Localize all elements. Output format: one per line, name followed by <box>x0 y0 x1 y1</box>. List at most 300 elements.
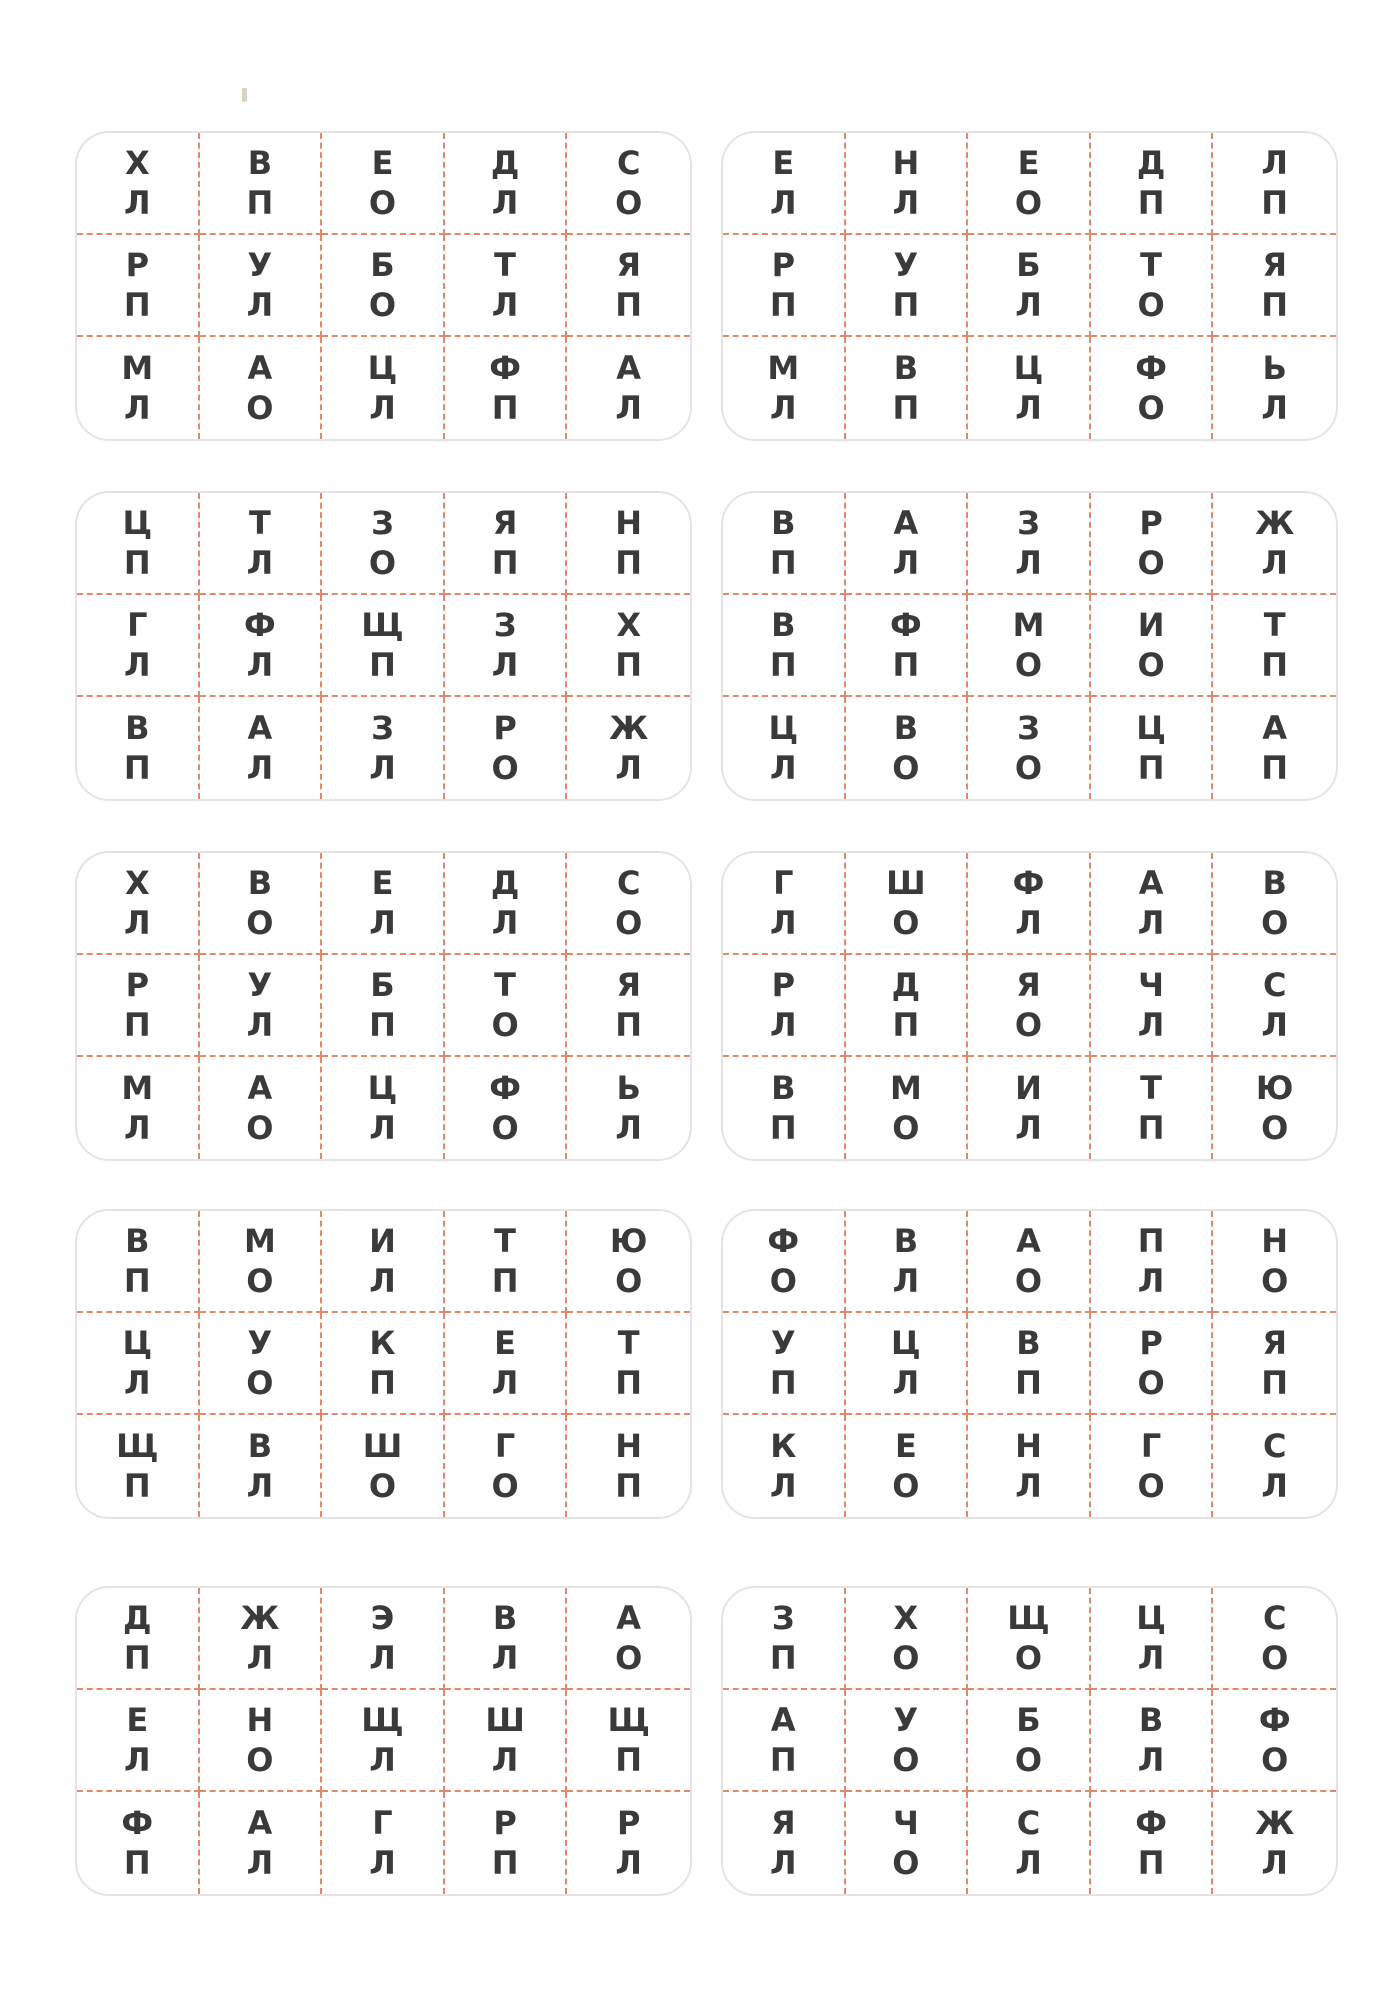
letter-card <box>75 131 692 441</box>
letter-cell <box>322 1211 445 1313</box>
cell-letter: Е <box>772 144 795 182</box>
cell-letter: Я <box>1262 1324 1287 1362</box>
letter-cell <box>968 955 1091 1057</box>
cell-letter: Е <box>126 1701 149 1739</box>
cell-marker: П <box>769 544 797 582</box>
cell-marker: О <box>491 1109 519 1147</box>
cell-letter: Т <box>494 966 516 1004</box>
letter-cell <box>77 697 200 799</box>
letter-cell <box>968 337 1091 439</box>
cell-letter: Р <box>125 966 150 1004</box>
letter-cell <box>77 337 200 439</box>
cell-marker: П <box>892 1006 920 1044</box>
cell-letter: П <box>1137 1222 1165 1260</box>
cell-letter: Д <box>490 864 520 902</box>
cell-letter: Э <box>370 1599 395 1637</box>
cell-letter: Ц <box>768 709 799 747</box>
cell-letter: Ф <box>767 1222 800 1260</box>
cell-marker: О <box>246 389 274 427</box>
cell-marker: О <box>1137 544 1165 582</box>
cell-letter: В <box>893 709 919 747</box>
letter-cell <box>445 1057 568 1159</box>
cell-marker: П <box>123 544 151 582</box>
cell-marker: Л <box>1015 904 1042 942</box>
cell-letter: Я <box>770 1804 796 1842</box>
cell-marker: О <box>491 1006 519 1044</box>
cell-marker: Л <box>1137 1639 1165 1677</box>
cell-marker: П <box>491 1844 519 1882</box>
letter-cell <box>77 1588 200 1690</box>
cell-marker: Л <box>615 389 642 427</box>
cell-letter: Д <box>123 1599 152 1637</box>
cell-marker: Л <box>491 1364 519 1402</box>
cell-letter: Е <box>371 864 394 902</box>
letter-cell <box>846 697 969 799</box>
letter-cell <box>723 235 846 337</box>
letter-cell <box>322 1415 445 1517</box>
cell-marker: О <box>246 1109 274 1147</box>
letter-cell <box>567 235 690 337</box>
cell-marker: О <box>1261 904 1289 942</box>
cell-marker: Л <box>124 184 151 222</box>
cell-letter: Ю <box>1255 1069 1294 1107</box>
cell-letter: Г <box>773 864 794 902</box>
cell-marker: Л <box>892 1364 920 1402</box>
letter-cell <box>968 133 1091 235</box>
cell-letter: А <box>247 349 273 387</box>
letter-cell <box>322 337 445 439</box>
letter-cell <box>445 1690 568 1792</box>
cell-letter: Щ <box>361 606 404 644</box>
cell-letter: М <box>767 349 800 387</box>
letter-cell <box>77 1690 200 1792</box>
letter-cell <box>445 337 568 439</box>
cell-marker: О <box>615 904 643 942</box>
cell-letter: С <box>1016 1804 1041 1842</box>
letter-cell <box>968 235 1091 337</box>
cell-letter: Ш <box>485 1701 525 1739</box>
cell-letter: Т <box>494 1222 516 1260</box>
cell-marker: Л <box>369 389 396 427</box>
cell-letter: Щ <box>116 1427 159 1465</box>
cell-marker: П <box>123 749 151 787</box>
cell-marker: О <box>246 904 274 942</box>
cell-letter: Ф <box>890 606 922 644</box>
cell-marker: П <box>615 646 643 684</box>
cell-letter: А <box>1138 864 1164 902</box>
letter-cell <box>968 1057 1091 1159</box>
cell-letter: Ц <box>1013 349 1044 387</box>
cell-letter: Т <box>1263 606 1286 644</box>
cell-letter: Х <box>616 606 642 644</box>
cell-marker: О <box>1137 1467 1165 1505</box>
cell-letter: Т <box>248 504 271 542</box>
cell-letter: В <box>247 864 273 902</box>
cell-marker: П <box>615 286 643 324</box>
letter-cell <box>1213 853 1336 955</box>
cell-letter: В <box>492 1599 518 1637</box>
letter-cell <box>968 493 1091 595</box>
letter-cell <box>567 1792 690 1894</box>
letter-cell <box>1091 697 1214 799</box>
cell-letter: Щ <box>361 1701 404 1739</box>
letter-cell <box>846 235 969 337</box>
cell-letter: Щ <box>607 1701 650 1739</box>
cell-letter: К <box>369 1324 396 1362</box>
letter-cell <box>567 1057 690 1159</box>
letter-cell <box>77 1211 200 1313</box>
cell-marker: Л <box>1015 544 1042 582</box>
letter-cell <box>322 955 445 1057</box>
letter-card <box>75 851 692 1161</box>
cell-marker: Л <box>124 1109 151 1147</box>
cell-letter: Я <box>616 966 641 1004</box>
cell-marker: П <box>1261 184 1289 222</box>
letter-cell <box>322 493 445 595</box>
cell-marker: О <box>246 1364 274 1402</box>
cell-letter: У <box>893 246 919 284</box>
cell-letter: В <box>125 1222 150 1260</box>
cell-letter: Т <box>494 246 516 284</box>
cell-letter: Б <box>370 966 395 1004</box>
cell-marker: П <box>1015 1364 1042 1402</box>
cell-marker: Л <box>615 1109 642 1147</box>
cell-marker: Л <box>369 1109 396 1147</box>
letter-cell <box>1213 1690 1336 1792</box>
cell-marker: П <box>1137 1109 1165 1147</box>
letter-cell <box>77 1313 200 1415</box>
cell-marker: П <box>369 646 396 684</box>
letter-cell <box>200 1690 323 1792</box>
cell-marker: Л <box>1261 544 1288 582</box>
letter-card <box>721 491 1338 801</box>
cell-letter: Д <box>891 966 921 1004</box>
letter-cell <box>723 133 846 235</box>
cell-letter: А <box>770 1701 796 1739</box>
letter-cell <box>200 1588 323 1690</box>
cell-letter: Е <box>894 1427 917 1465</box>
letter-cell <box>1213 1057 1336 1159</box>
cell-marker: Л <box>369 1844 396 1882</box>
letter-card <box>721 131 1338 441</box>
cell-marker: Л <box>369 1741 396 1779</box>
cell-marker: П <box>892 646 920 684</box>
cell-marker: П <box>1261 749 1289 787</box>
letter-cell <box>77 1792 200 1894</box>
cell-letter: Х <box>124 864 150 902</box>
cell-marker: П <box>615 1364 643 1402</box>
cell-marker: Л <box>1137 1006 1165 1044</box>
cell-marker: Л <box>491 1639 519 1677</box>
cell-letter: Д <box>1136 144 1166 182</box>
letter-cell <box>200 1313 323 1415</box>
cell-letter: Е <box>1017 144 1040 182</box>
cell-marker: Л <box>892 184 920 222</box>
letter-cell <box>846 1792 969 1894</box>
cell-letter: В <box>771 1069 796 1107</box>
letter-cell <box>1213 1415 1336 1517</box>
cell-letter: Ж <box>1255 504 1295 542</box>
cell-letter: Х <box>124 144 150 182</box>
letter-cell <box>322 1588 445 1690</box>
cell-marker: О <box>1261 1262 1289 1300</box>
cell-marker: О <box>1014 1639 1043 1677</box>
letter-cell <box>567 1588 690 1690</box>
cell-marker: Л <box>770 389 797 427</box>
cell-letter: В <box>247 1427 273 1465</box>
letter-cell <box>968 1313 1091 1415</box>
cell-letter: Л <box>1261 144 1288 182</box>
cell-marker: П <box>491 1262 519 1300</box>
letter-card <box>75 1209 692 1519</box>
cell-letter: Я <box>492 504 518 542</box>
paper-speck <box>242 88 247 102</box>
cell-letter: М <box>243 1222 276 1260</box>
letter-cell <box>1091 955 1214 1057</box>
cell-marker: Л <box>246 1639 274 1677</box>
cell-marker: П <box>1137 184 1165 222</box>
cell-marker: П <box>769 1741 797 1779</box>
letter-cell <box>77 595 200 697</box>
cell-letter: Ж <box>240 1599 280 1637</box>
letter-cell <box>723 1057 846 1159</box>
letter-cell <box>1091 595 1214 697</box>
cell-marker: О <box>615 1262 643 1300</box>
cell-letter: Р <box>1139 504 1163 542</box>
cell-marker: Л <box>1261 1467 1288 1505</box>
cell-marker: П <box>615 544 643 582</box>
letter-cell <box>846 133 969 235</box>
cell-marker: О <box>1137 389 1165 427</box>
cell-marker: П <box>769 1109 797 1147</box>
letter-cell <box>846 1211 969 1313</box>
cell-marker: Л <box>770 1467 797 1505</box>
cell-marker: Л <box>246 1467 274 1505</box>
cell-letter: А <box>893 504 919 542</box>
letter-card <box>75 1586 692 1896</box>
letter-cell <box>200 697 323 799</box>
letter-cell <box>322 133 445 235</box>
letter-cell <box>1091 1211 1214 1313</box>
cell-letter: Ф <box>1135 349 1167 387</box>
cell-letter: В <box>1262 864 1287 902</box>
letter-card <box>75 491 692 801</box>
cell-letter: А <box>616 349 642 387</box>
cell-marker: О <box>892 1467 920 1505</box>
cell-marker: О <box>1014 1006 1043 1044</box>
cell-letter: У <box>770 1324 796 1362</box>
cell-marker: О <box>1137 286 1165 324</box>
cell-letter: В <box>771 504 796 542</box>
cell-letter: В <box>247 144 273 182</box>
cell-letter: З <box>371 709 394 747</box>
cell-marker: П <box>369 1006 396 1044</box>
letter-cell <box>77 1057 200 1159</box>
cell-letter: У <box>247 1324 273 1362</box>
cell-marker: О <box>892 749 920 787</box>
letter-cell <box>1091 1588 1214 1690</box>
cell-marker: Л <box>1015 1844 1042 1882</box>
letter-cell <box>1213 337 1336 439</box>
cell-letter: Т <box>1140 1069 1162 1107</box>
cell-letter: В <box>1016 1324 1041 1362</box>
cell-marker: О <box>246 1741 274 1779</box>
letter-cell <box>723 1792 846 1894</box>
letter-cell <box>723 1690 846 1792</box>
cell-marker: П <box>769 1364 797 1402</box>
letter-cell <box>200 1792 323 1894</box>
cell-marker: П <box>1261 646 1289 684</box>
letter-cell <box>1091 235 1214 337</box>
cell-letter: Н <box>1015 1427 1042 1465</box>
letter-cell <box>445 493 568 595</box>
letter-cell <box>1091 853 1214 955</box>
cell-marker: Л <box>246 646 274 684</box>
cell-letter: Р <box>771 966 796 1004</box>
cell-marker: П <box>123 1467 151 1505</box>
letter-cell <box>1091 1057 1214 1159</box>
letter-card <box>721 1209 1338 1519</box>
cell-letter: Ц <box>122 504 153 542</box>
cell-marker: П <box>123 1262 151 1300</box>
cell-marker: О <box>892 1109 920 1147</box>
cell-letter: У <box>247 966 273 1004</box>
cell-letter: Ф <box>244 606 276 644</box>
letter-cell <box>1213 595 1336 697</box>
letter-cell <box>322 1057 445 1159</box>
cell-marker: Л <box>491 286 519 324</box>
cell-marker: П <box>769 286 797 324</box>
cell-letter: Ц <box>122 1324 153 1362</box>
cell-marker: Л <box>770 749 797 787</box>
letter-cell <box>1213 133 1336 235</box>
letter-cell <box>1213 1313 1336 1415</box>
cell-marker: Л <box>491 184 519 222</box>
cell-letter: Н <box>246 1701 274 1739</box>
cell-marker: Л <box>124 1741 151 1779</box>
cell-letter: Я <box>1262 246 1287 284</box>
letter-cell <box>322 697 445 799</box>
cell-marker: О <box>1014 646 1043 684</box>
letter-cell <box>1213 697 1336 799</box>
cell-marker: Л <box>1261 389 1288 427</box>
cell-letter: Ц <box>1136 1599 1166 1637</box>
cell-marker: О <box>1261 1741 1289 1779</box>
cell-marker: О <box>491 1467 519 1505</box>
cell-marker: О <box>1137 646 1165 684</box>
letter-cell <box>723 1415 846 1517</box>
letter-cell <box>200 235 323 337</box>
cell-letter: А <box>616 1599 642 1637</box>
cell-marker: Л <box>615 749 642 787</box>
letter-cell <box>567 493 690 595</box>
cell-letter: Г <box>494 1427 516 1465</box>
letter-cell <box>723 1211 846 1313</box>
letter-cell <box>846 1313 969 1415</box>
letter-cell <box>968 1690 1091 1792</box>
cell-marker: О <box>769 1262 797 1300</box>
cell-letter: Н <box>1261 1222 1289 1260</box>
letter-cell <box>445 697 568 799</box>
cell-letter: Ф <box>489 349 521 387</box>
letter-cell <box>723 853 846 955</box>
cell-letter: Г <box>1140 1427 1162 1465</box>
cell-letter: Ш <box>362 1427 403 1465</box>
cell-marker: П <box>1261 286 1289 324</box>
letter-cell <box>723 1313 846 1415</box>
letter-cell <box>846 1588 969 1690</box>
letter-cell <box>322 1690 445 1792</box>
letter-cell <box>200 853 323 955</box>
letter-cell <box>567 595 690 697</box>
letter-cell <box>1091 493 1214 595</box>
letter-cell <box>968 853 1091 955</box>
cell-marker: Л <box>369 749 396 787</box>
cell-marker: П <box>491 544 519 582</box>
cell-marker: Л <box>491 646 519 684</box>
cell-letter: Ц <box>367 1069 398 1107</box>
letter-cell <box>723 1588 846 1690</box>
cell-letter: Б <box>1016 1701 1041 1739</box>
cell-letter: Б <box>370 246 395 284</box>
cell-marker: Л <box>491 904 519 942</box>
letter-cell <box>1091 1792 1214 1894</box>
cell-letter: Н <box>615 1427 643 1465</box>
cell-marker: Л <box>369 1262 396 1300</box>
letter-cell <box>77 853 200 955</box>
letter-card <box>721 1586 1338 1896</box>
letter-cell <box>1213 1792 1336 1894</box>
cell-marker: Л <box>1261 1006 1288 1044</box>
cell-letter: М <box>121 1069 154 1107</box>
letter-cell <box>846 853 969 955</box>
cell-marker: П <box>123 1844 151 1882</box>
cell-letter: Б <box>1016 246 1041 284</box>
letter-cell <box>1213 235 1336 337</box>
letter-cell <box>445 1313 568 1415</box>
cell-marker: П <box>123 286 151 324</box>
letter-cell <box>968 1792 1091 1894</box>
cell-letter: И <box>1137 606 1165 644</box>
cell-marker: О <box>1261 1639 1289 1677</box>
cell-marker: О <box>491 749 519 787</box>
letter-cell <box>322 1792 445 1894</box>
cell-marker: Л <box>770 184 797 222</box>
cell-marker: О <box>368 286 397 324</box>
letter-cell <box>77 955 200 1057</box>
letter-cell <box>445 1415 568 1517</box>
letter-cell <box>445 1792 568 1894</box>
cell-letter: Х <box>893 1599 919 1637</box>
cell-marker: Л <box>246 749 274 787</box>
cell-letter: У <box>247 246 273 284</box>
cell-letter: Н <box>615 504 643 542</box>
letter-cell <box>968 1415 1091 1517</box>
letter-card <box>721 851 1338 1161</box>
cell-letter: Ч <box>1138 966 1165 1004</box>
cell-letter: Ф <box>489 1069 521 1107</box>
cell-letter: З <box>1017 709 1040 747</box>
letter-cell <box>200 1211 323 1313</box>
letter-cell <box>567 853 690 955</box>
letter-cell <box>445 955 568 1057</box>
cell-marker: П <box>892 286 920 324</box>
cell-marker: П <box>1261 1364 1289 1402</box>
cell-marker: П <box>1137 749 1165 787</box>
letter-cell <box>1091 337 1214 439</box>
letter-cell <box>77 1415 200 1517</box>
cell-letter: Ю <box>609 1222 648 1260</box>
